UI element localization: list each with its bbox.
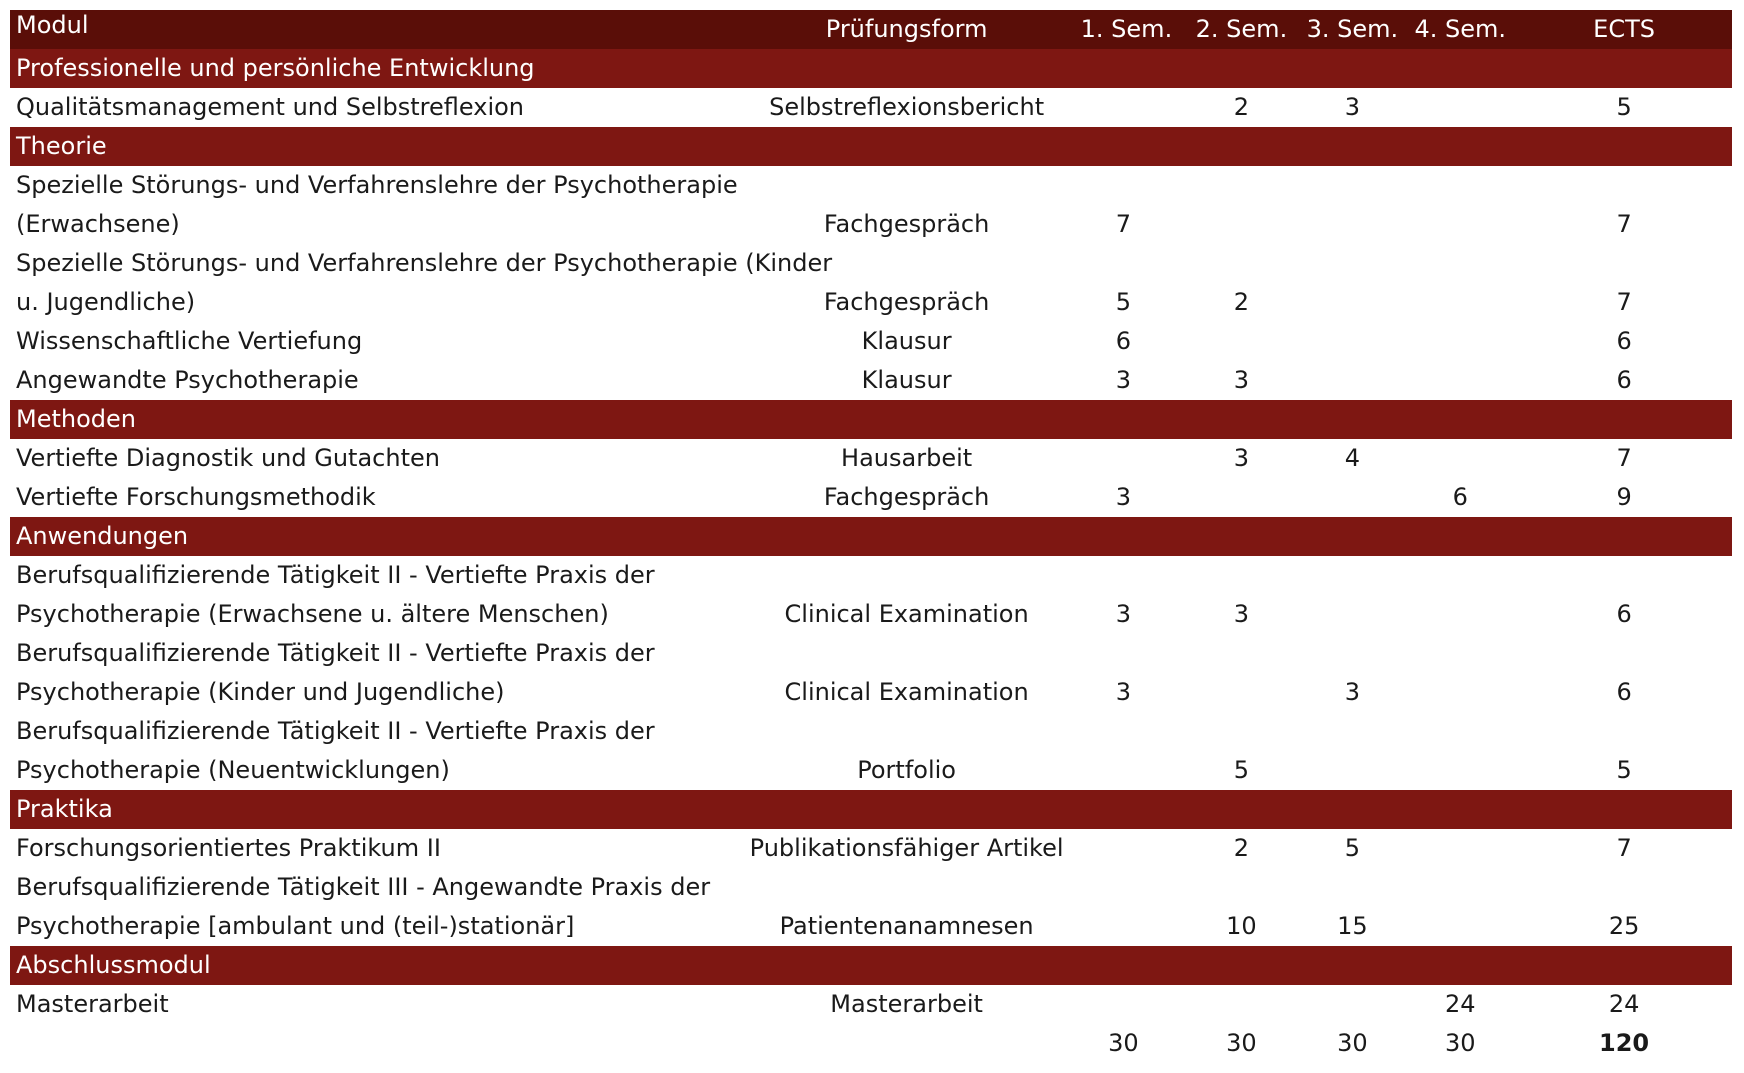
ects-credits: 6 bbox=[1616, 678, 1632, 706]
table-row bbox=[10, 868, 1732, 946]
sem1-credits bbox=[1070, 829, 1182, 868]
sem3-credits bbox=[1300, 556, 1404, 634]
section-title: Praktika bbox=[10, 790, 1732, 829]
module-name-line: (Erwachsene) bbox=[16, 210, 180, 238]
sem2-credits: 3 bbox=[1233, 600, 1250, 628]
sem2-credits bbox=[1182, 634, 1300, 712]
module-name bbox=[10, 166, 743, 244]
totals-row bbox=[10, 1024, 1732, 1063]
module-name-line: Vertiefte Forschungsmethodik bbox=[16, 483, 376, 511]
ects-credits: 7 bbox=[1616, 288, 1632, 316]
exam-form: Fachgespräch bbox=[823, 483, 990, 511]
exam-form: Hausarbeit bbox=[841, 444, 973, 472]
sem1-credits bbox=[1070, 439, 1182, 478]
table-row bbox=[10, 244, 1732, 322]
sem1-credits: 5 bbox=[1115, 288, 1132, 316]
total-sem4: 30 bbox=[1444, 1029, 1476, 1057]
section-title: Anwendungen bbox=[10, 517, 1732, 556]
sem1-credits: 3 bbox=[1115, 600, 1132, 628]
sem2-credits: 3 bbox=[1233, 366, 1250, 394]
ects-credits: 7 bbox=[1616, 444, 1632, 472]
section-title: Theorie bbox=[10, 127, 1732, 166]
module-name-line: Berufsqualifizierende Tätigkeit II - Vertiefte Praxis der bbox=[16, 717, 655, 745]
ects-credits: 9 bbox=[1616, 483, 1632, 511]
sem3-credits bbox=[1300, 478, 1404, 517]
sem2-credits: 5 bbox=[1233, 756, 1250, 784]
total-ects: 120 bbox=[1599, 1029, 1650, 1057]
module-name bbox=[10, 478, 743, 517]
sem1-credits: 3 bbox=[1115, 678, 1132, 706]
section-title: Professionelle und persönliche Entwicklung bbox=[10, 49, 1732, 88]
sem4-credits bbox=[1404, 439, 1516, 478]
sem3-credits bbox=[1300, 712, 1404, 790]
module-name-line: Berufsqualifizierende Tätigkeit II - Vertiefte Praxis der bbox=[16, 639, 655, 667]
sem1-credits bbox=[1070, 88, 1182, 127]
section-header-row bbox=[10, 517, 1732, 556]
table-row bbox=[10, 478, 1732, 517]
module-name-line: Wissenschaftliche Vertiefung bbox=[16, 327, 363, 355]
module-name-line: Vertiefte Diagnostik und Gutachten bbox=[16, 444, 440, 472]
section-title: Abschlussmodul bbox=[10, 946, 1732, 985]
sem2-credits: 10 bbox=[1226, 912, 1257, 940]
table-row bbox=[10, 712, 1732, 790]
ects-credits: 6 bbox=[1616, 327, 1632, 355]
exam-form: Clinical Examination bbox=[784, 600, 1029, 628]
sem3-credits: 5 bbox=[1344, 834, 1360, 862]
module-name-line: Spezielle Störungs- und Verfahrenslehre der Psychotherapie bbox=[16, 171, 738, 199]
total-sem1: 30 bbox=[1108, 1029, 1139, 1057]
module-name-line: Spezielle Störungs- und Verfahrenslehre der Psychotherapie (Kinder bbox=[16, 249, 833, 277]
table-row bbox=[10, 829, 1732, 868]
table-row bbox=[10, 439, 1732, 478]
sem1-credits: 3 bbox=[1115, 483, 1132, 511]
sem1-credits: 3 bbox=[1115, 366, 1132, 394]
sem2-credits bbox=[1182, 985, 1300, 1024]
sem1-credits bbox=[1070, 985, 1182, 1024]
sem4-credits: 6 bbox=[1452, 483, 1468, 511]
module-name bbox=[10, 361, 743, 400]
ects-credits: 7 bbox=[1616, 210, 1632, 238]
sem4-credits bbox=[1404, 361, 1516, 400]
section-header-row bbox=[10, 400, 1732, 439]
ects-credits: 24 bbox=[1608, 990, 1640, 1018]
header-pruefungsform: Prüfungsform bbox=[743, 10, 1071, 49]
ects-credits: 25 bbox=[1608, 912, 1640, 940]
module-name-line: Masterarbeit bbox=[16, 990, 169, 1018]
module-name-line: Psychotherapie [ambulant und (teil-)stationär] bbox=[16, 912, 575, 940]
sem2-credits bbox=[1182, 322, 1300, 361]
ects-credits: 5 bbox=[1616, 756, 1632, 784]
ects-credits: 7 bbox=[1616, 834, 1632, 862]
sem2-credits bbox=[1182, 166, 1300, 244]
module-name-line: Psychotherapie (Erwachsene u. ältere Menschen) bbox=[16, 600, 609, 628]
sem4-credits bbox=[1404, 634, 1516, 712]
sem2-credits: 2 bbox=[1233, 834, 1250, 862]
sem4-credits: 24 bbox=[1444, 990, 1476, 1018]
exam-form: Klausur bbox=[861, 327, 952, 355]
sem1-credits bbox=[1070, 712, 1182, 790]
module-name bbox=[10, 88, 743, 127]
sem3-credits bbox=[1300, 361, 1404, 400]
module-name bbox=[10, 634, 743, 712]
totals-label-empty bbox=[10, 1024, 743, 1063]
ects-credits: 6 bbox=[1616, 600, 1632, 628]
sem3-credits: 4 bbox=[1344, 444, 1360, 472]
sem2-credits: 3 bbox=[1233, 444, 1250, 472]
sem4-credits bbox=[1404, 712, 1516, 790]
ects-credits: 6 bbox=[1616, 366, 1632, 394]
sem2-credits bbox=[1182, 478, 1300, 517]
sem3-credits: 15 bbox=[1337, 912, 1368, 940]
exam-form: Publikationsfähiger Artikel bbox=[749, 834, 1064, 862]
sem1-credits: 6 bbox=[1115, 327, 1132, 355]
module-name bbox=[10, 829, 743, 868]
module-name-line: Berufsqualifizierende Tätigkeit II - Vertiefte Praxis der bbox=[16, 561, 655, 589]
section-header-row bbox=[10, 946, 1732, 985]
module-name bbox=[10, 712, 743, 790]
module-name-line: Psychotherapie (Kinder und Jugendliche) bbox=[16, 678, 505, 706]
module-name-line: Qualitätsmanagement und Selbstreflexion bbox=[16, 93, 525, 121]
sem2-credits: 2 bbox=[1233, 93, 1250, 121]
sem4-credits bbox=[1404, 829, 1516, 868]
exam-form: Selbstreflexionsbericht bbox=[769, 93, 1045, 121]
table-row bbox=[10, 985, 1732, 1024]
sem3-credits bbox=[1300, 166, 1404, 244]
sem3-credits bbox=[1300, 322, 1404, 361]
module-name-line: Psychotherapie (Neuentwicklungen) bbox=[16, 756, 450, 784]
total-sem2: 30 bbox=[1226, 1029, 1257, 1057]
exam-form: Fachgespräch bbox=[823, 288, 990, 316]
module-name bbox=[10, 322, 743, 361]
section-header-row bbox=[10, 790, 1732, 829]
module-name bbox=[10, 868, 743, 946]
header-sem2: 2. Sem. bbox=[1182, 10, 1300, 49]
sem4-credits bbox=[1404, 556, 1516, 634]
module-name bbox=[10, 244, 833, 322]
section-title: Methoden bbox=[10, 400, 1732, 439]
exam-form: Fachgespräch bbox=[823, 210, 990, 238]
header-ects: ECTS bbox=[1516, 10, 1732, 49]
sem4-credits bbox=[1404, 868, 1516, 946]
table-row bbox=[10, 634, 1732, 712]
module-name bbox=[10, 439, 743, 478]
table-row bbox=[10, 556, 1732, 634]
sem4-credits bbox=[1404, 322, 1516, 361]
table-row bbox=[10, 88, 1732, 127]
module-name-line: u. Jugendliche) bbox=[16, 288, 196, 316]
module-name-line: Angewandte Psychotherapie bbox=[16, 366, 359, 394]
sem4-credits bbox=[1404, 244, 1516, 322]
header-sem4: 4. Sem. bbox=[1404, 10, 1516, 49]
header-sem3: 3. Sem. bbox=[1300, 10, 1404, 49]
exam-form: Clinical Examination bbox=[784, 678, 1029, 706]
section-header-row bbox=[10, 127, 1732, 166]
sem4-credits bbox=[1404, 88, 1516, 127]
exam-form: Portfolio bbox=[857, 756, 956, 784]
sem2-credits: 2 bbox=[1233, 288, 1250, 316]
header-sem1: 1. Sem. bbox=[1070, 10, 1182, 49]
header-modul: Modul bbox=[10, 10, 743, 49]
module-name bbox=[10, 556, 743, 634]
module-name-line: Forschungsorientiertes Praktikum II bbox=[16, 834, 441, 862]
curriculum-table bbox=[10, 10, 1732, 1063]
exam-form: Patientenanamnesen bbox=[779, 912, 1034, 940]
sem4-credits bbox=[1404, 166, 1516, 244]
sem3-credits bbox=[1300, 985, 1404, 1024]
totals-pf-empty bbox=[743, 1024, 1071, 1063]
sem1-credits: 7 bbox=[1115, 210, 1132, 238]
exam-form: Masterarbeit bbox=[830, 990, 983, 1018]
table-row bbox=[10, 166, 1732, 244]
ects-credits: 5 bbox=[1616, 93, 1632, 121]
exam-form: Klausur bbox=[861, 366, 952, 394]
table-row bbox=[10, 361, 1732, 400]
sem1-credits bbox=[1070, 868, 1182, 946]
module-name-line: Berufsqualifizierende Tätigkeit III - Angewandte Praxis der bbox=[16, 873, 711, 901]
module-name bbox=[10, 985, 743, 1024]
section-header-row bbox=[10, 49, 1732, 88]
table-header-row bbox=[10, 10, 1732, 49]
sem3-credits: 3 bbox=[1344, 93, 1360, 121]
table-row bbox=[10, 322, 1732, 361]
total-sem3: 30 bbox=[1337, 1029, 1368, 1057]
sem3-credits bbox=[1300, 244, 1404, 322]
sem3-credits: 3 bbox=[1344, 678, 1360, 706]
